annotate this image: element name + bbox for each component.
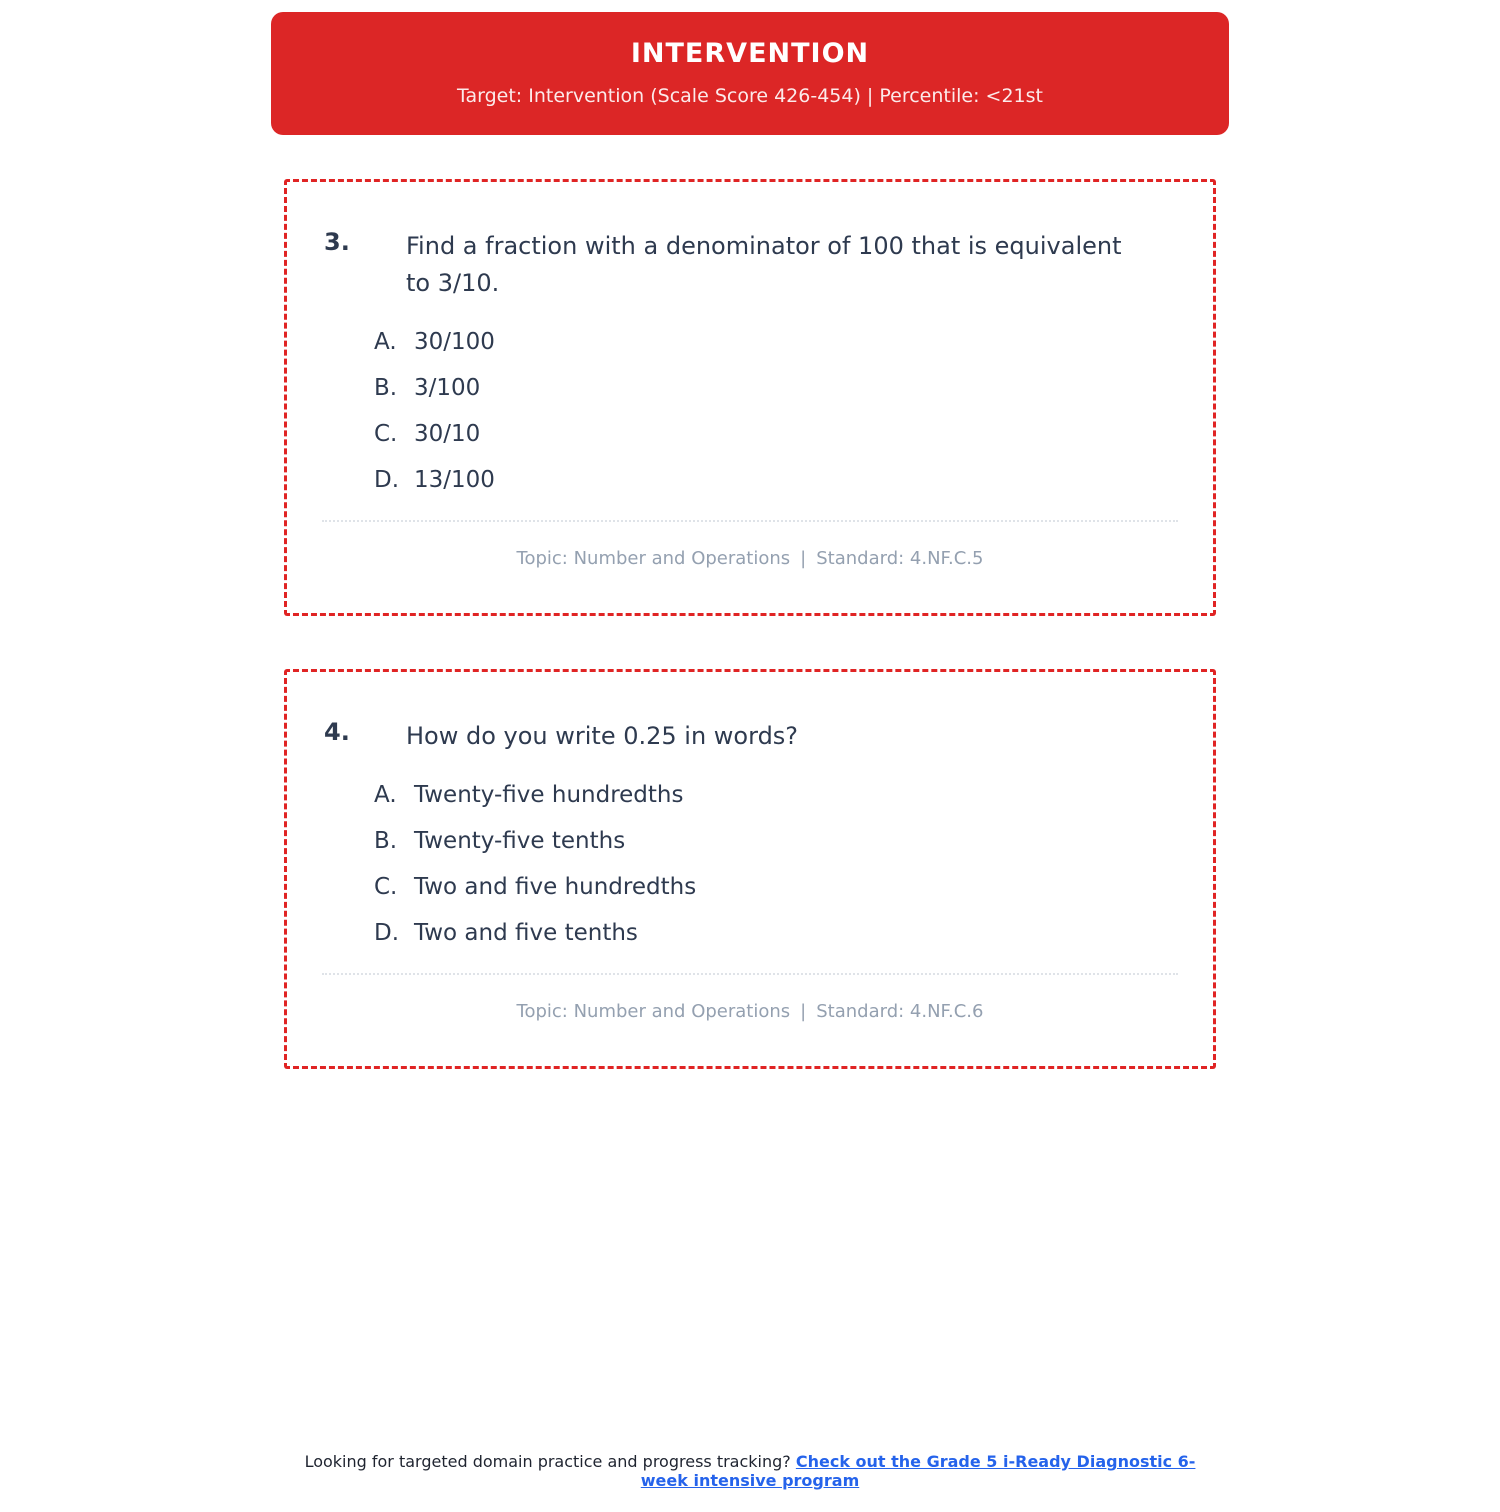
meta-pipe: | bbox=[800, 1001, 807, 1022]
option-d bbox=[374, 919, 1179, 947]
question-number: 4. bbox=[324, 718, 350, 746]
question-row bbox=[321, 718, 1179, 755]
option-text: Two and five hundredths bbox=[414, 874, 697, 900]
footer-prompt-text: Looking for targeted domain practice and progress tracking? bbox=[304, 1452, 796, 1471]
question-card-4 bbox=[284, 669, 1216, 1069]
question-divider bbox=[322, 520, 1178, 522]
option-text: Twenty-five hundredths bbox=[414, 782, 684, 808]
option-b bbox=[374, 827, 1179, 855]
question-row bbox=[321, 228, 1179, 302]
standard-label: Standard: 4.NF.C.6 bbox=[816, 1001, 984, 1022]
option-letter: B. bbox=[374, 375, 398, 401]
option-a bbox=[374, 328, 1179, 356]
worksheet-page bbox=[0, 12, 1500, 1512]
option-letter: D. bbox=[374, 920, 400, 946]
standard-label: Standard: 4.NF.C.5 bbox=[816, 548, 984, 569]
footer-program-link[interactable]: Check out the Grade 5 i-Ready Diagnostic 6-week intensive program bbox=[640, 1452, 1196, 1490]
banner-title: INTERVENTION bbox=[630, 38, 870, 69]
option-text: 3/100 bbox=[414, 375, 481, 401]
options-list bbox=[321, 781, 1179, 947]
option-letter: B. bbox=[374, 828, 398, 854]
question-card-3 bbox=[284, 179, 1216, 616]
option-text: 13/100 bbox=[414, 467, 495, 493]
topic-label: Topic: Number and Operations bbox=[516, 1001, 791, 1022]
options-list bbox=[321, 328, 1179, 494]
option-text: Two and five tenths bbox=[414, 920, 638, 946]
intervention-banner bbox=[271, 12, 1229, 135]
option-a bbox=[374, 781, 1179, 809]
topic-label: Topic: Number and Operations bbox=[516, 548, 791, 569]
option-d bbox=[374, 466, 1179, 494]
footer-note bbox=[298, 1452, 1203, 1490]
meta-pipe: | bbox=[800, 548, 807, 569]
question-meta bbox=[321, 1001, 1179, 1022]
option-letter: A. bbox=[374, 782, 397, 808]
option-letter: A. bbox=[374, 329, 397, 355]
banner-subtitle: Target: Intervention (Scale Score 426-454) | Percentile: <21st bbox=[457, 85, 1043, 107]
question-divider bbox=[322, 973, 1178, 975]
option-letter: C. bbox=[374, 421, 398, 447]
option-text: 30/100 bbox=[414, 329, 495, 355]
option-text: 30/10 bbox=[414, 421, 481, 447]
option-letter: C. bbox=[374, 874, 398, 900]
option-text: Twenty-five tenths bbox=[414, 828, 626, 854]
question-text: How do you write 0.25 in words? bbox=[406, 722, 799, 750]
option-letter: D. bbox=[374, 467, 400, 493]
option-c bbox=[374, 873, 1179, 901]
option-c bbox=[374, 420, 1179, 448]
question-text: Find a fraction with a denominator of 100 that is equivalent to 3/10. bbox=[406, 232, 1122, 297]
option-b bbox=[374, 374, 1179, 402]
question-number: 3. bbox=[324, 228, 350, 256]
question-meta bbox=[321, 548, 1179, 569]
